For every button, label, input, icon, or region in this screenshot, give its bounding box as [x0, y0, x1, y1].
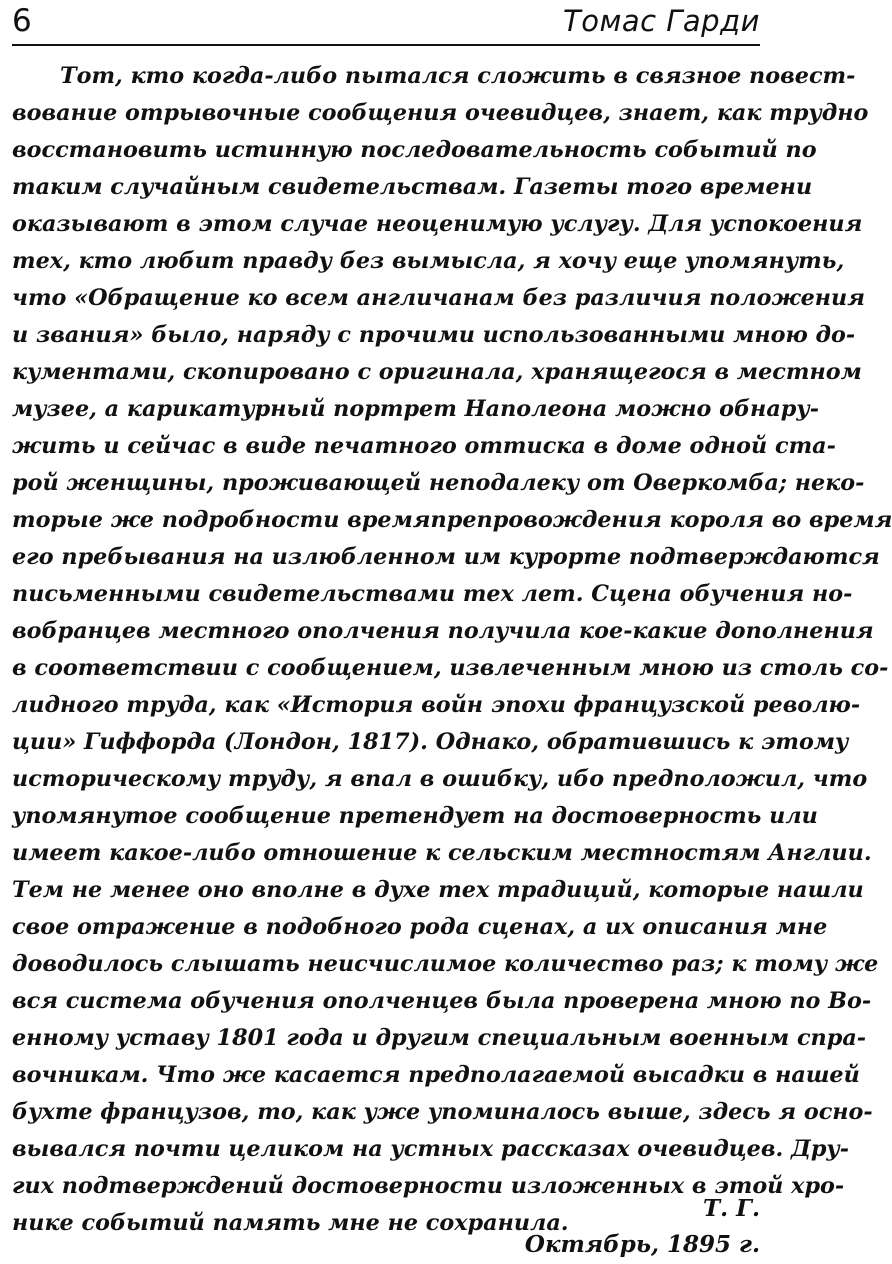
text-line: музее, а карикатурный портрет Наполеона можно обнару- [12, 396, 819, 422]
text-line: енному уставу 1801 года и другим специальным военным спра- [12, 1025, 867, 1051]
text-line: в соответствии с сообщением, извлеченным мною из столь со- [12, 655, 889, 681]
text-line: ции» Гиффорда (Лондон, 1817). Однако, обратившись к этому [12, 729, 849, 755]
text-line: бухте французов, то, как уже упоминалось выше, здесь я осно- [12, 1099, 873, 1125]
text-line: кументами, скопировано с оригинала, хранящегося в местном [12, 359, 862, 385]
text-line: тех, кто любит правду без вымысла, я хочу еще упомянуть, [12, 248, 845, 274]
text-line: торые же подробности времяпрепровождения короля во время [12, 507, 892, 533]
text-line: восстановить истинную последовательность событий по [12, 137, 817, 163]
running-header [12, 0, 760, 46]
page-number: 6 [12, 3, 32, 39]
text-line: его пребывания на излюбленном им курорте подтверждаются [12, 544, 880, 570]
text-line: Тот, кто когда-либо пытался сложить в связное повест- [60, 63, 856, 89]
text-line: лидного труда, как «История войн эпохи французской револю- [12, 692, 861, 718]
running-title: Томас Гарди [562, 4, 760, 38]
text-line: вся система обучения ополченцев была проверена мною по Во- [12, 988, 872, 1014]
text-line: доводилось слышать неисчислимое количество раз; к тому же [12, 951, 879, 977]
text-line: и звания» было, наряду с прочими использованными мною до- [12, 322, 856, 348]
preface-paragraph [12, 58, 892, 1242]
text-line: гих подтверждений достоверности изложенных в этой хро- [12, 1173, 845, 1199]
text-line: свое отражение в подобного рода сценах, а их описания мне [12, 914, 828, 940]
preface-date: Октябрь, 1895 г. [524, 1231, 760, 1258]
author-initials: Т. Г. [702, 1195, 760, 1222]
text-line: имеет какое-либо отношение к сельским местностям Англии. [12, 840, 872, 866]
text-line: Тем не менее оно вполне в духе тех традиций, которые нашли [12, 877, 864, 903]
text-line: оказывают в этом случае неоценимую услугу. Для успокоения [12, 211, 863, 237]
text-line: вование отрывочные сообщения очевидцев, знает, как трудно [12, 100, 869, 126]
text-line: рой женщины, проживающей неподалеку от Оверкомба; неко- [12, 470, 865, 496]
text-line: нике событий память мне не сохранила. [12, 1210, 569, 1236]
text-line: вывался почти целиком на устных рассказах очевидцев. Дру- [12, 1136, 850, 1162]
text-line: историческому труду, я впал в ошибку, ибо предположил, что [12, 766, 868, 792]
text-line: письменными свидетельствами тех лет. Сцена обучения но- [12, 581, 853, 607]
text-line: жить и сейчас в виде печатного оттиска в доме одной ста- [12, 433, 836, 459]
text-line: что «Обращение ко всем англичанам без различия положения [12, 285, 865, 311]
book-page [12, 0, 892, 1264]
text-line: вочникам. Что же касается предполагаемой высадки в нашей [12, 1062, 860, 1088]
text-line: вобранцев местного ополчения получила кое-какие дополнения [12, 618, 874, 644]
text-line: таким случайным свидетельствам. Газеты того времени [12, 174, 813, 200]
text-line: упомянутое сообщение претендует на достоверность или [12, 803, 818, 829]
